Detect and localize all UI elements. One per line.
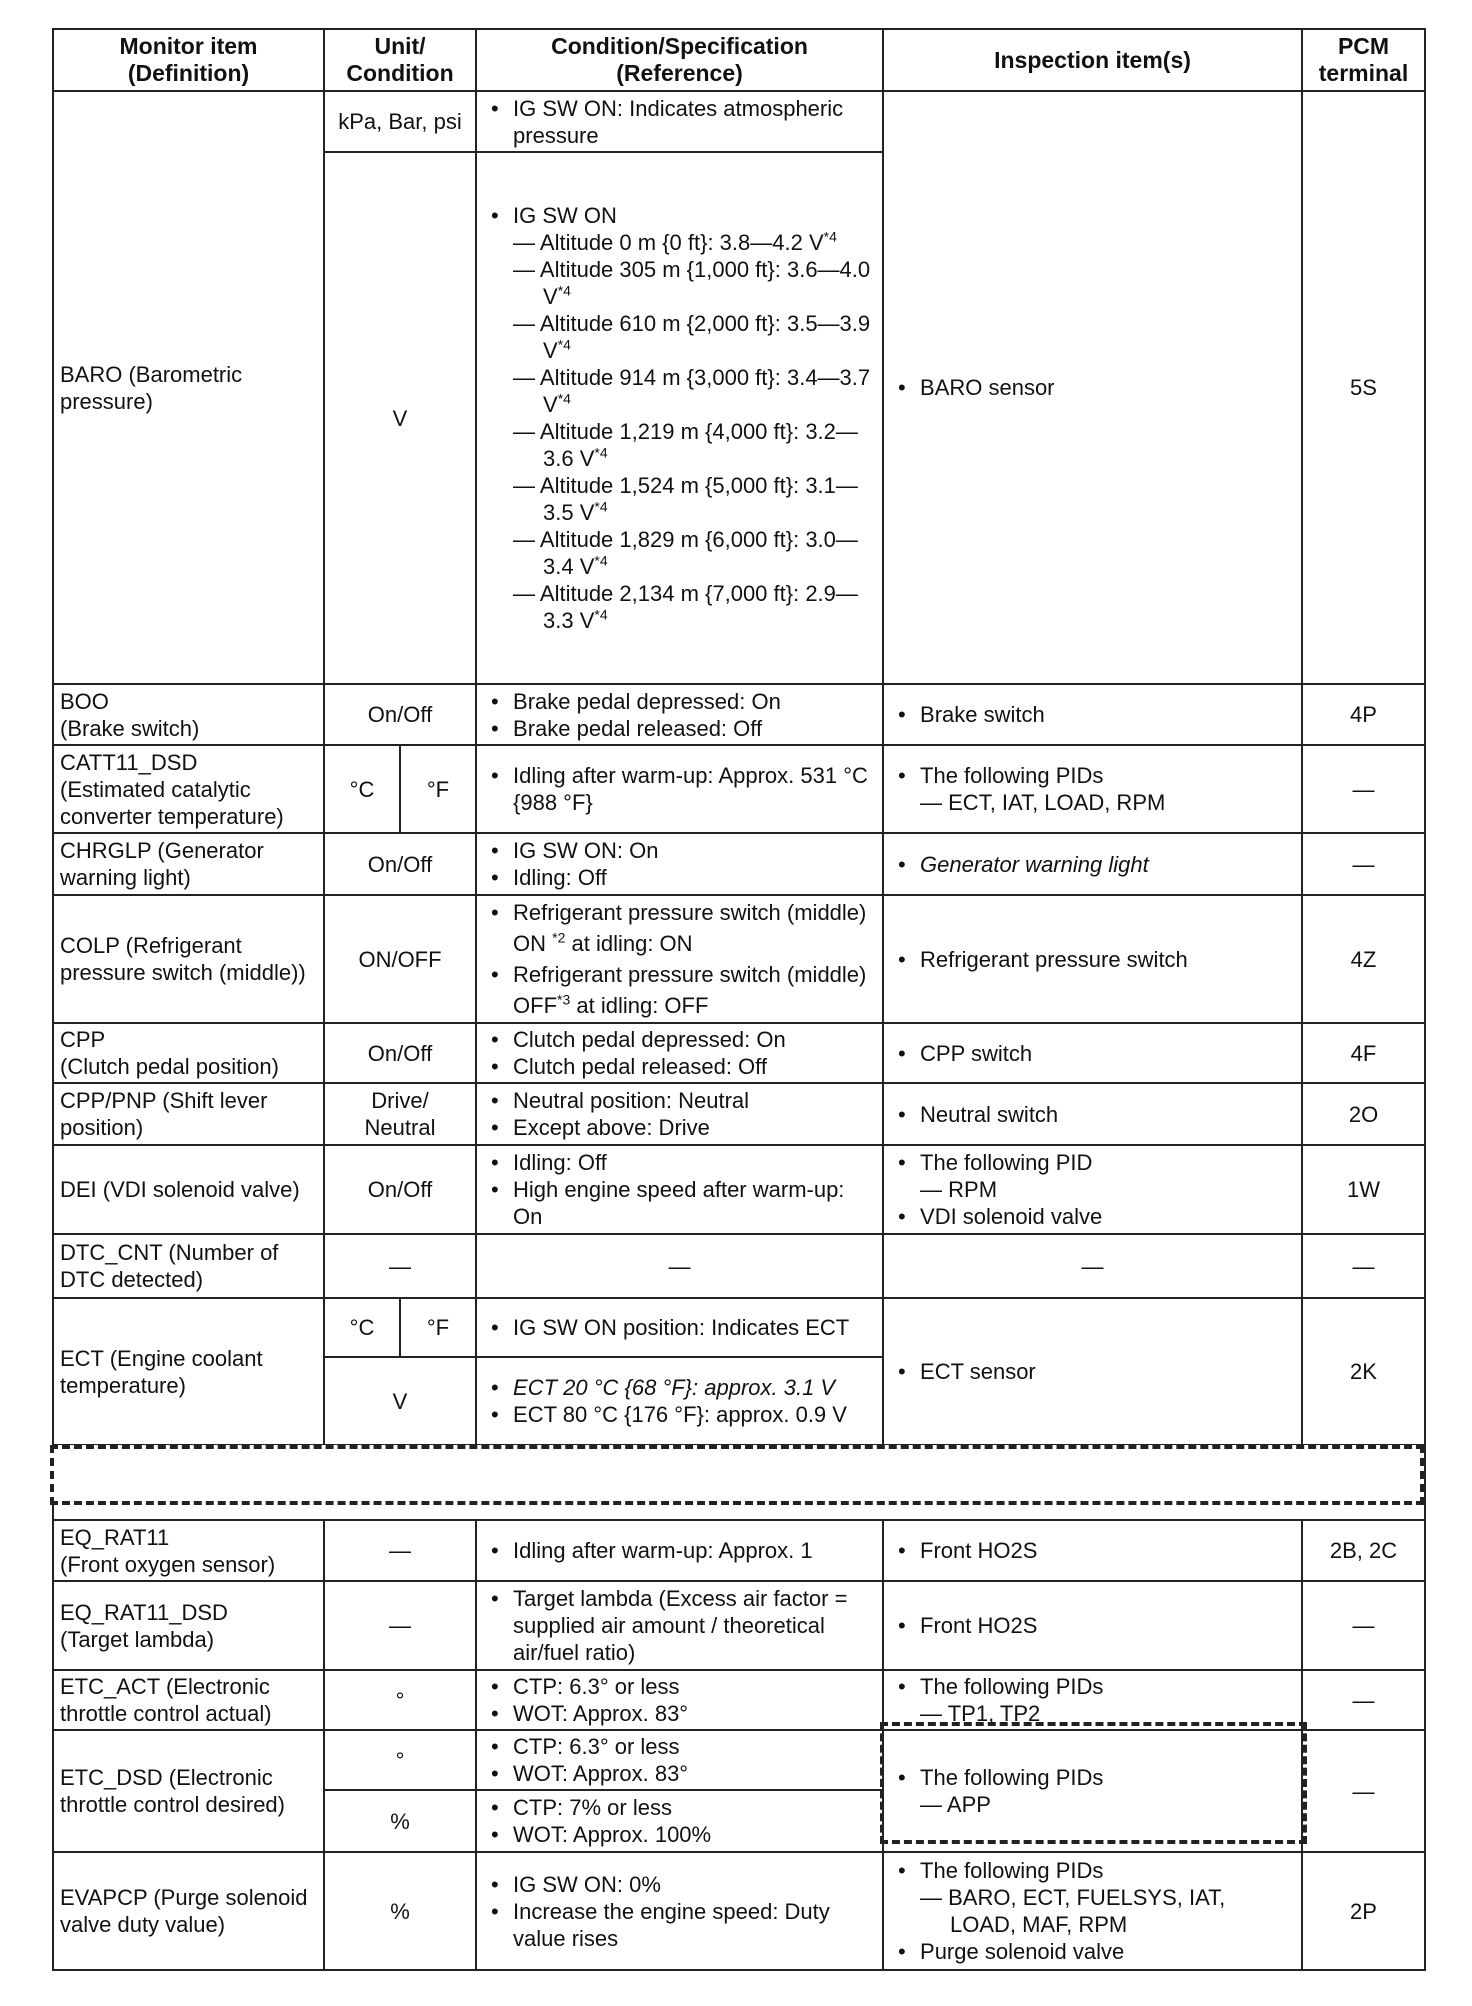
eqratdsd-inspection: • Front HO2S: [883, 1581, 1302, 1670]
header-inspection-items: Inspection item(s): [883, 29, 1302, 91]
altitude-spec: — Altitude 1,524 m {5,000 ft}: 3.1—3.5 $V^{*4}$: [513, 473, 858, 525]
baro-monitor-item: BARO (Barometric pressure): [53, 91, 324, 684]
baro-condition-pressure: • IG SW ON: Indicates atmospheric pressure: [476, 91, 883, 152]
colp-condition: • Refrigerant pressure switch (middle) ON $^{*2}$ at idling: ON • Refrigerant pressure switch (middle) OFF$^{*3}$ at idling: OFF: [476, 895, 883, 1023]
baro-terminal: 5S: [1302, 91, 1425, 684]
evapcp-terminal: 2P: [1302, 1852, 1425, 1970]
altitude-spec: — Altitude 305 m {1,000 ft}: 3.6—4.0 $V^{*4}$: [513, 257, 871, 309]
ect-inspection: • ECT sensor: [883, 1298, 1302, 1445]
colp-unit: ON/OFF: [324, 895, 476, 1023]
altitude-spec: — Altitude 0 m {0 ft}: 3.8—4.2 $V^{*4}$: [513, 228, 837, 255]
eqratdsd-monitor-item: EQ_RAT11_DSD (Target lambda): [53, 1581, 324, 1670]
colp-monitor-item: COLP (Refrigerant pressure switch (middle)): [53, 895, 324, 1023]
ect-unit-celsius: °C: [324, 1298, 400, 1357]
eqrat-inspection: • Front HO2S: [883, 1520, 1302, 1581]
colp-terminal: 4Z: [1302, 895, 1425, 1023]
table-row-cpp: [53, 1023, 1425, 1083]
etcdsd-monitor-item: ETC_DSD (Electronic throttle control desired): [53, 1730, 324, 1852]
baro-condition-voltage: • IG SW ON — Altitude 0 m {0 ft}: 3.8—4.2 $V^{*4}$ — Altitude 305 m {1,000 ft}: 3.6—4.0 $V^{*4}$ — Altitude 610 m {2,000 ft}: 3.5—3.9 $V^{*4}$ — Altitude 914 m {3,000 ft}: 3.4—3.7 $V^{*4}$ — Altitude 1,219 m {4,000 ft}: 3.2—3.6 $V^{*4}$ — Altitude 1,524 m {5,000 ft}: 3.1—3.5 $V^{*4}$ — Altitude 1,829 m {6,000 ft}: 3.0—3.4 $V^{*4}$ — Altitude 2,134 m {7,000 ft}: 2.9—3.3 $V^{*4}$: [476, 152, 883, 684]
dtc-unit: —: [324, 1234, 476, 1298]
etcact-unit: °: [324, 1670, 476, 1730]
etcact-terminal: —: [1302, 1670, 1425, 1730]
catt-inspection: • The following PIDs — ECT, IAT, LOAD, RPM: [883, 745, 1302, 833]
dei-terminal: 1W: [1302, 1145, 1425, 1234]
boo-condition: • Brake pedal depressed: On • Brake pedal released: Off: [476, 684, 883, 745]
omitted-section-dashed-box: [50, 1445, 1424, 1505]
header-monitor-item: Monitor item (Definition): [53, 29, 324, 91]
eqratdsd-unit: —: [324, 1581, 476, 1670]
etcdsd-unit-percent: %: [324, 1790, 476, 1852]
evapcp-monitor-item: EVAPCP (Purge solenoid valve duty value): [53, 1852, 324, 1970]
etcdsd-unit-degree: °: [324, 1730, 476, 1790]
chrglp-monitor-item: CHRGLP (Generator warning light): [53, 833, 324, 895]
catt-monitor-item: CATT11_DSD (Estimated catalytic converter temperature): [53, 745, 324, 833]
etcdsd-condition-degree: • CTP: 6.3° or less • WOT: Approx. 83°: [476, 1730, 883, 1790]
dtc-monitor-item: DTC_CNT (Number of DTC detected): [53, 1234, 324, 1298]
table-row-colp: [53, 895, 1425, 1023]
eqratdsd-terminal: —: [1302, 1581, 1425, 1670]
chrglp-inspection: • Generator warning light: [883, 833, 1302, 895]
boo-unit: On/Off: [324, 684, 476, 745]
baro-unit-voltage: V: [324, 152, 476, 684]
colp-inspection: • Refrigerant pressure switch: [883, 895, 1302, 1023]
dtc-terminal: —: [1302, 1234, 1425, 1298]
ect-condition-voltage: • ECT 20 °C {68 °F}: approx. 3.1 V • ECT 80 °C {176 °F}: approx. 0.9 V: [476, 1357, 883, 1445]
ect-unit-fahrenheit: °F: [400, 1298, 476, 1357]
cpp-unit: On/Off: [324, 1023, 476, 1083]
etcdsd-terminal: —: [1302, 1730, 1425, 1852]
table-row-eq-rat11: [53, 1520, 1425, 1581]
table-row-dtc-cnt: [53, 1234, 1425, 1298]
etcdsd-condition-percent: • CTP: 7% or less • WOT: Approx. 100%: [476, 1790, 883, 1852]
cpp-monitor-item: CPP (Clutch pedal position): [53, 1023, 324, 1083]
dei-unit: On/Off: [324, 1145, 476, 1234]
boo-inspection: • Brake switch: [883, 684, 1302, 745]
dei-condition: • Idling: Off • High engine speed after warm-up: On: [476, 1145, 883, 1234]
evapcp-condition: • IG SW ON: 0% • Increase the engine speed: Duty value rises: [476, 1852, 883, 1970]
etcact-inspection: • The following PIDs — TP1, TP2: [883, 1670, 1302, 1730]
dtc-inspection: —: [883, 1234, 1302, 1298]
eqrat-terminal: 2B, 2C: [1302, 1520, 1425, 1581]
cpp-condition: • Clutch pedal depressed: On • Clutch pedal released: Off: [476, 1023, 883, 1083]
cpp-inspection: • CPP switch: [883, 1023, 1302, 1083]
ect-terminal: 2K: [1302, 1298, 1425, 1445]
cpppnp-unit: Drive/ Neutral: [324, 1083, 476, 1145]
table-row-etc-dsd: [53, 1730, 1425, 1790]
altitude-spec: — Altitude 914 m {3,000 ft}: 3.4—3.7 $V^{*4}$: [513, 365, 871, 417]
cpp-terminal: 4F: [1302, 1023, 1425, 1083]
evapcp-unit: %: [324, 1852, 476, 1970]
table-row-catt11-dsd: [53, 745, 1425, 833]
cpppnp-monitor-item: CPP/PNP (Shift lever position): [53, 1083, 324, 1145]
chrglp-terminal: —: [1302, 833, 1425, 895]
table-row-dei: [53, 1145, 1425, 1234]
eqratdsd-condition: • Target lambda (Excess air factor = supplied air amount / theoretical air/fuel ratio): [476, 1581, 883, 1670]
chrglp-condition: • IG SW ON: On • Idling: Off: [476, 833, 883, 895]
baro-inspection: • BARO sensor: [883, 91, 1302, 684]
table-row-evapcp: [53, 1852, 1425, 1970]
catt-terminal: —: [1302, 745, 1425, 833]
pid-monitor-table: [52, 28, 1426, 1971]
dei-monitor-item: DEI (VDI solenoid valve): [53, 1145, 324, 1234]
table-row-boo: [53, 684, 1425, 745]
catt-condition: • Idling after warm-up: Approx. 531 °C {988 °F}: [476, 745, 883, 833]
header-row: [53, 29, 1425, 91]
header-pcm-terminal: PCM terminal: [1302, 29, 1425, 91]
altitude-spec: — Altitude 1,219 m {4,000 ft}: 3.2—3.6 $V^{*4}$: [513, 419, 858, 471]
catt-unit-celsius: °C: [324, 745, 400, 833]
eqrat-condition: • Idling after warm-up: Approx. 1: [476, 1520, 883, 1581]
altitude-spec: — Altitude 610 m {2,000 ft}: 3.5—3.9 $V^{*4}$: [513, 311, 871, 363]
altitude-spec: — Altitude 2,134 m {7,000 ft}: 2.9—3.3 $V^{*4}$: [513, 581, 858, 633]
etcdsd-inspection: • The following PIDs — APP: [883, 1730, 1302, 1852]
header-unit-condition: Unit/ Condition: [324, 29, 476, 91]
altitude-spec: — Altitude 1,829 m {6,000 ft}: 3.0—3.4 $V^{*4}$: [513, 527, 858, 579]
ect-monitor-item: ECT (Engine coolant temperature): [53, 1298, 324, 1445]
table-row-baro: [53, 91, 1425, 152]
cpppnp-inspection: • Neutral switch: [883, 1083, 1302, 1145]
table-row-chrglp: [53, 833, 1425, 895]
table-row-ect: [53, 1298, 1425, 1357]
header-condition-specification: Condition/Specification (Reference): [476, 29, 883, 91]
table-row-etc-act: [53, 1670, 1425, 1730]
table-row-eq-rat11-dsd: [53, 1581, 1425, 1670]
table-row-cpp-pnp: [53, 1083, 1425, 1145]
cpppnp-terminal: 2O: [1302, 1083, 1425, 1145]
cpppnp-condition: • Neutral position: Neutral • Except above: Drive: [476, 1083, 883, 1145]
evapcp-inspection: • The following PIDs — BARO, ECT, FUELSYS, IAT, LOAD, MAF, RPM • Purge solenoid valve: [883, 1852, 1302, 1970]
boo-terminal: 4P: [1302, 684, 1425, 745]
baro-unit-pressure: kPa, Bar, psi: [324, 91, 476, 152]
ect-condition-temp: • IG SW ON position: Indicates ECT: [476, 1298, 883, 1357]
catt-unit-fahrenheit: °F: [400, 745, 476, 833]
chrglp-unit: On/Off: [324, 833, 476, 895]
dei-inspection: • The following PID — RPM • VDI solenoid valve: [883, 1145, 1302, 1234]
eqrat-unit: —: [324, 1520, 476, 1581]
eqrat-monitor-item: EQ_RAT11 (Front oxygen sensor): [53, 1520, 324, 1581]
ect-unit-voltage: V: [324, 1357, 476, 1445]
etcact-condition: • CTP: 6.3° or less • WOT: Approx. 83°: [476, 1670, 883, 1730]
etcact-monitor-item: ETC_ACT (Electronic throttle control actual): [53, 1670, 324, 1730]
dtc-condition: —: [476, 1234, 883, 1298]
boo-monitor-item: BOO (Brake switch): [53, 684, 324, 745]
